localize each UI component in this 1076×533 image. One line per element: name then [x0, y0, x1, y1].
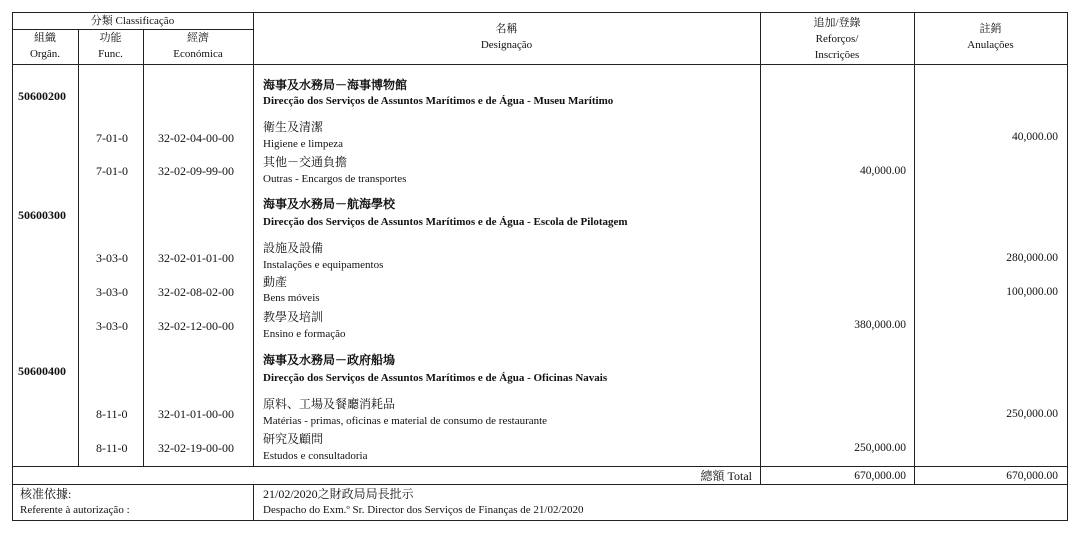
col-divider-ref: [914, 12, 915, 484]
designation-header-zh: 名稱: [495, 23, 518, 35]
item-name-zh: 衛生及清潔: [263, 120, 324, 134]
total-bottom-border: [12, 484, 1068, 485]
group-title-zh: 海事及水務局－航海學校: [263, 197, 396, 211]
authorization-label-zh: 核准依據:: [20, 487, 72, 501]
anulacoes-header-pt: Anulações: [967, 39, 1014, 51]
anulacao-value: 40,000.00: [1012, 131, 1058, 143]
designation-header-pt: Designação: [480, 39, 533, 51]
authorization-value-zh: 21/02/2020之財政局局長批示: [263, 487, 414, 501]
func-header-zh: 功能: [99, 32, 122, 44]
col-divider-organ: [78, 29, 79, 466]
item-name-pt: Matérias - primas, oficinas e material de consumo de restaurante: [263, 415, 548, 427]
organ-header-zh: 組織: [34, 32, 56, 44]
econ-header-pt: Económica: [173, 48, 223, 60]
item-name-zh: 原料、工場及餐廳消耗品: [263, 397, 396, 411]
item-name-pt: Estudos e consultadoria: [263, 450, 368, 462]
authorization-value-pt: Despacho do Exm.º Sr. Director dos Serviços de Finanças de 21/02/2020: [263, 504, 584, 516]
table-bottom-border: [12, 520, 1068, 521]
anulacao-value: 100,000.00: [1006, 286, 1058, 298]
table-top-border: [12, 12, 1068, 13]
econ-code: 32-02-12-00-00: [158, 319, 234, 333]
econ-code: 32-02-09-99-00: [158, 164, 234, 178]
group-title-zh: 海事及水務局－政府船塢: [263, 353, 396, 367]
organ-header-pt: Orgân.: [29, 48, 61, 60]
item-name-zh: 其他－交通負擔: [263, 155, 348, 169]
item-name-pt: Ensino e formação: [263, 328, 346, 340]
reforco-value: 40,000.00: [860, 165, 906, 177]
header-bottom-border: [12, 64, 1068, 65]
col-divider-func: [143, 29, 144, 466]
func-header-pt: Func.: [98, 48, 123, 60]
reforcos-header-pt1: Reforços/: [815, 33, 859, 45]
func-code: 3-03-0: [96, 285, 128, 299]
left-border: [12, 12, 13, 520]
group-title-pt: Direcção dos Serviços de Assuntos Marítimos e de Água - Oficinas Navais: [263, 372, 608, 384]
authorization-label-pt: Referente à autorização :: [20, 504, 130, 516]
body-bottom-border: [12, 466, 1068, 467]
col-divider-desig: [760, 12, 761, 484]
item-name-pt: Outras - Encargos de transportes: [263, 173, 407, 185]
reforco-value: 250,000.00: [854, 442, 906, 454]
item-name-zh: 研究及顧問: [263, 432, 324, 446]
econ-code: 32-02-04-00-00: [158, 131, 234, 145]
func-code: 7-01-0: [96, 131, 128, 145]
econ-header-zh: 經濟: [187, 32, 209, 44]
reforcos-header-zh: 追加/登錄: [813, 17, 861, 29]
group-title-pt: Direcção dos Serviços de Assuntos Marítimos e de Água - Museu Marítimo: [263, 95, 614, 107]
reforcos-header-pt2: Inscrições: [814, 49, 860, 61]
total-label: 總額 Total: [700, 469, 752, 483]
econ-code: 32-01-01-00-00: [158, 407, 234, 421]
organ-code: 50600300: [18, 208, 66, 222]
col-divider-econ: [253, 12, 254, 466]
footer-divider: [253, 484, 254, 520]
item-name-pt: Bens móveis: [263, 292, 320, 304]
total-anulacoes: 670,000.00: [1006, 470, 1058, 482]
classification-divider: [12, 29, 253, 30]
anulacoes-header-zh: 註銷: [979, 23, 1002, 35]
classification-header: 分類 Classificação: [90, 15, 175, 27]
item-name-zh: 教學及培訓: [263, 310, 324, 324]
anulacao-value: 280,000.00: [1006, 252, 1058, 264]
func-code: 8-11-0: [96, 441, 128, 455]
reforco-value: 380,000.00: [854, 319, 906, 331]
item-name-pt: Instalações e equipamentos: [263, 259, 384, 271]
func-code: 3-03-0: [96, 319, 128, 333]
group-title-pt: Direcção dos Serviços de Assuntos Marítimos e de Água - Escola de Pilotagem: [263, 216, 628, 228]
organ-code: 50600400: [18, 364, 66, 378]
total-reforcos: 670,000.00: [854, 470, 906, 482]
right-border: [1067, 12, 1068, 520]
item-name-zh: 設施及設備: [263, 241, 324, 255]
item-name-pt: Higiene e limpeza: [263, 138, 344, 150]
econ-code: 32-02-08-02-00: [158, 285, 234, 299]
anulacao-value: 250,000.00: [1006, 408, 1058, 420]
organ-code: 50600200: [18, 89, 66, 103]
econ-code: 32-02-01-01-00: [158, 251, 234, 265]
func-code: 7-01-0: [96, 164, 128, 178]
item-name-zh: 動產: [263, 275, 288, 289]
func-code: 3-03-0: [96, 251, 128, 265]
econ-code: 32-02-19-00-00: [158, 441, 234, 455]
group-title-zh: 海事及水務局－海事博物館: [263, 78, 408, 92]
func-code: 8-11-0: [96, 407, 128, 421]
